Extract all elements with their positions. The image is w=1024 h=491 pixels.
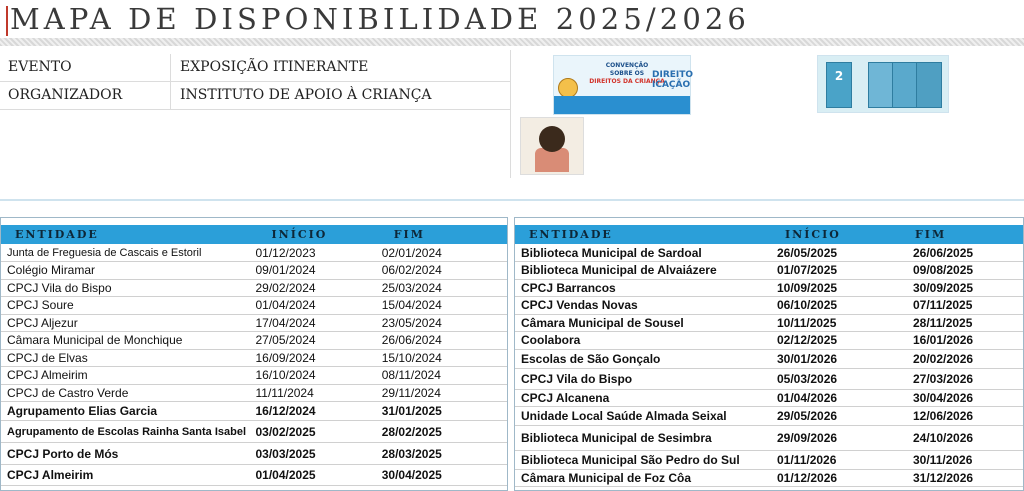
table-row (1, 402, 507, 421)
start-date-cell: 29/05/2026 (777, 407, 901, 426)
table-row (1, 279, 507, 297)
column-header-end: FIM (382, 225, 507, 244)
table-row (1, 443, 507, 465)
table-row (1, 297, 507, 315)
title-divider (0, 38, 1024, 46)
end-date-cell: 23/05/2024 (382, 314, 507, 332)
event-row (0, 54, 510, 82)
table-row (515, 262, 1023, 280)
start-date-cell: 16/09/2024 (256, 349, 382, 367)
entity-cell: Junta de Freguesia de Cascais e Estoril (1, 244, 256, 262)
poster-title: CONVENÇÃO SOBRE OS DIREITOS DA CRIANÇA (589, 62, 665, 85)
comic-illustration-image (520, 117, 584, 175)
end-date-cell: 15/04/2024 (382, 297, 507, 315)
start-date-cell: 01/07/2025 (777, 262, 901, 280)
start-date-cell: 10/11/2025 (777, 314, 901, 332)
table-row (515, 470, 1023, 487)
column-header-start: INÍCIO (256, 225, 382, 244)
table-row (515, 279, 1023, 297)
event-value: EXPOSIÇÃO ITINERANTE (180, 59, 369, 75)
event-label: EVENTO (8, 59, 72, 75)
end-date-cell: 30/04/2026 (901, 389, 1023, 407)
start-date-cell: 06/10/2025 (777, 297, 901, 315)
end-date-cell: 26/06/2024 (382, 332, 507, 350)
entity-cell: Agrupamento de Escolas Rainha Santa Isabel (1, 421, 256, 443)
column-header-start: INÍCIO (777, 225, 901, 244)
end-date-cell: 24/10/2026 (901, 426, 1023, 451)
start-date-cell: 16/12/2024 (256, 402, 382, 421)
end-date-cell: 02/01/2024 (382, 244, 507, 262)
end-date-cell: 12/06/2026 (901, 407, 1023, 426)
organizer-value: INSTITUTO DE APOIO À CRIANÇA (180, 87, 432, 103)
card-icon (868, 62, 894, 108)
entity-cell: CPCJ Almeirim (1, 367, 256, 385)
end-date-cell: 26/06/2025 (901, 244, 1023, 262)
start-date-cell: 01/11/2026 (777, 451, 901, 470)
end-date-cell: 16/01/2026 (901, 332, 1023, 350)
start-date-cell: 02/12/2025 (777, 332, 901, 350)
card-icon: 2 (826, 62, 852, 108)
end-date-cell: 09/08/2025 (901, 262, 1023, 280)
availability-table-right (515, 225, 1023, 487)
entity-cell: CPCJ Porto de Mós (1, 443, 256, 465)
table-row (515, 451, 1023, 470)
organizer-label: ORGANIZADOR (8, 87, 123, 103)
table-row (515, 244, 1023, 262)
entity-cell: Câmara Municipal de Foz Côa (515, 470, 777, 487)
end-date-cell: 27/03/2026 (901, 368, 1023, 389)
table-row (1, 465, 507, 486)
image-divider (510, 50, 511, 178)
end-date-cell: 20/02/2026 (901, 349, 1023, 368)
end-date-cell: 08/11/2024 (382, 367, 507, 385)
entity-cell: Agrupamento Elias Garcia (1, 402, 256, 421)
end-date-cell: 28/11/2025 (901, 314, 1023, 332)
table-row (515, 368, 1023, 389)
table-row (515, 314, 1023, 332)
entity-cell: Câmara Municipal de Sousel (515, 314, 777, 332)
card-icon (892, 62, 918, 108)
end-date-cell: 30/04/2025 (382, 465, 507, 486)
entity-cell: Biblioteca Municipal de Sesimbra (515, 426, 777, 451)
poster-band (554, 96, 690, 114)
card-icon (916, 62, 942, 108)
entity-cell: CPCJ Almeirim (1, 465, 256, 486)
entity-cell: CPCJ de Elvas (1, 349, 256, 367)
column-header-entity: ENTIDADE (1, 225, 256, 244)
start-date-cell: 30/01/2026 (777, 349, 901, 368)
start-date-cell: 01/12/2026 (777, 470, 901, 487)
organizer-row (0, 82, 510, 110)
start-date-cell: 03/03/2025 (256, 443, 382, 465)
end-date-cell: 29/11/2024 (382, 384, 507, 402)
entity-cell: CPCJ Vila do Bispo (1, 279, 256, 297)
section-divider (0, 199, 1024, 201)
start-date-cell: 01/04/2026 (777, 389, 901, 407)
table-row (1, 262, 507, 280)
start-date-cell: 01/04/2025 (256, 465, 382, 486)
title-bar (0, 0, 1024, 46)
entity-cell: Câmara Municipal de Monchique (1, 332, 256, 350)
page-title: MAPA DE DISPONIBILIDADE 2025/2026 (10, 2, 750, 36)
end-date-cell: 07/11/2025 (901, 297, 1023, 315)
end-date-cell: 15/10/2024 (382, 349, 507, 367)
table-row (515, 332, 1023, 350)
end-date-cell: 06/02/2024 (382, 262, 507, 280)
end-date-cell: 30/09/2025 (901, 279, 1023, 297)
availability-table-left (1, 225, 507, 486)
table-row (1, 332, 507, 350)
start-date-cell: 03/02/2025 (256, 421, 382, 443)
start-date-cell: 01/04/2024 (256, 297, 382, 315)
start-date-cell: 26/05/2025 (777, 244, 901, 262)
start-date-cell: 09/01/2024 (256, 262, 382, 280)
entity-cell: CPCJ de Castro Verde (1, 384, 256, 402)
entity-cell: Biblioteca Municipal de Sardoal (515, 244, 777, 262)
table-header-row (1, 225, 507, 244)
start-date-cell: 01/12/2023 (256, 244, 382, 262)
table-row (515, 297, 1023, 315)
table-row (515, 407, 1023, 426)
end-date-cell: 31/01/2025 (382, 402, 507, 421)
end-date-cell: 28/03/2025 (382, 443, 507, 465)
entity-cell: Coolabora (515, 332, 777, 350)
table-row (1, 421, 507, 443)
child-head-icon (539, 126, 565, 152)
entity-cell: CPCJ Barrancos (515, 279, 777, 297)
table-row (515, 389, 1023, 407)
table-header-row (515, 225, 1023, 244)
table-row (515, 426, 1023, 451)
column-header-entity: ENTIDADE (515, 225, 777, 244)
entity-cell: CPCJ Soure (1, 297, 256, 315)
table-row (1, 384, 507, 402)
end-date-cell: 28/02/2025 (382, 421, 507, 443)
event-info (0, 54, 510, 110)
start-date-cell: 17/04/2024 (256, 314, 382, 332)
entity-cell: Biblioteca Municipal de Alvaiázere (515, 262, 777, 280)
text-cursor (6, 6, 8, 36)
entity-cell: CPCJ Vila do Bispo (515, 368, 777, 389)
entity-cell: Colégio Miramar (1, 262, 256, 280)
entity-cell: Escolas de São Gonçalo (515, 349, 777, 368)
start-date-cell: 11/11/2024 (256, 384, 382, 402)
table-row (1, 314, 507, 332)
illustrated-cards-image (817, 55, 949, 113)
entity-cell: CPCJ Alcanena (515, 389, 777, 407)
end-date-cell: 30/11/2026 (901, 451, 1023, 470)
entity-cell: CPCJ Vendas Novas (515, 297, 777, 315)
poster-side-text: DIREITO ICAÇÃO (652, 70, 694, 90)
start-date-cell: 10/09/2025 (777, 279, 901, 297)
start-date-cell: 29/09/2026 (777, 426, 901, 451)
entity-cell: Unidade Local Saúde Almada Seixal (515, 407, 777, 426)
start-date-cell: 16/10/2024 (256, 367, 382, 385)
start-date-cell: 27/05/2024 (256, 332, 382, 350)
entity-cell: CPCJ Aljezur (1, 314, 256, 332)
start-date-cell: 05/03/2026 (777, 368, 901, 389)
table-row (515, 349, 1023, 368)
end-date-cell: 31/12/2026 (901, 470, 1023, 487)
column-header-end: FIM (901, 225, 1023, 244)
table-row (1, 349, 507, 367)
child-illustration-icon (558, 78, 578, 98)
table-row (1, 367, 507, 385)
start-date-cell: 29/02/2024 (256, 279, 382, 297)
end-date-cell: 25/03/2024 (382, 279, 507, 297)
table-row (1, 244, 507, 262)
entity-cell: Biblioteca Municipal São Pedro do Sul (515, 451, 777, 470)
